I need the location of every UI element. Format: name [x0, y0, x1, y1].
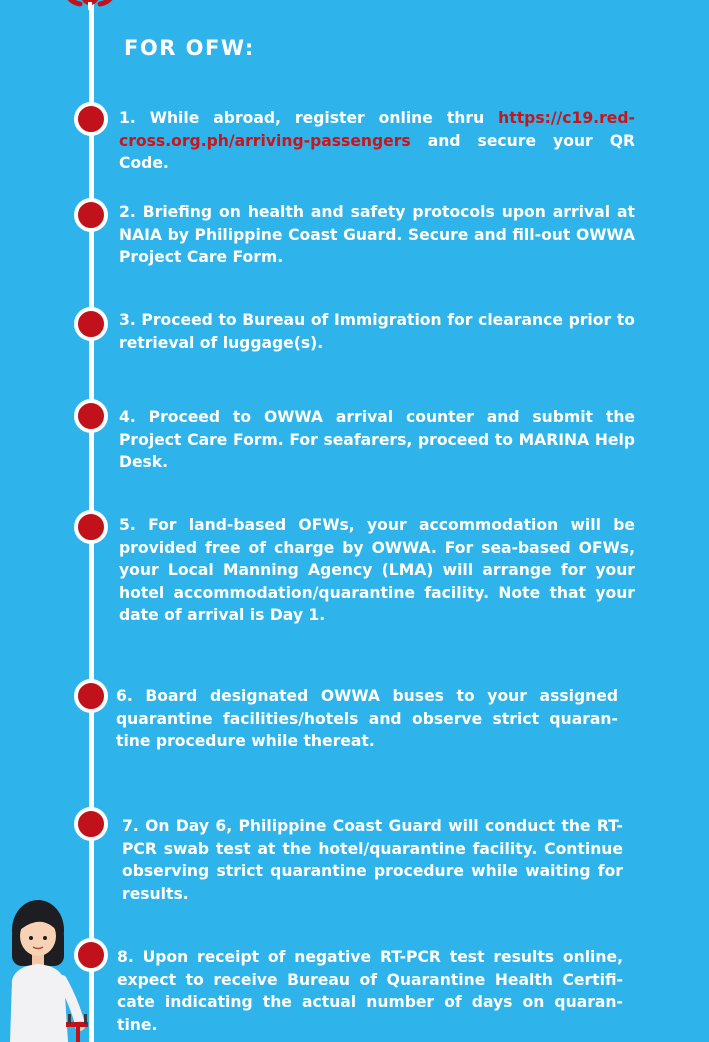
timeline-marker-icon — [74, 102, 108, 136]
timeline-marker-icon — [74, 510, 108, 544]
step-4: 4. Proceed to OWWA arrival counter and submit the Project Care Form. For seafarers, proceed to MARINA Help Desk. — [119, 408, 635, 472]
step-1-text: 1. While abroad, register online thru — [119, 109, 499, 127]
step-7: 7. On Day 6, Philippine Coast Guard will conduct the RT-PCR swab test at the hotel/quarantine facility. Continue observing strict quarantine procedure while waiting for results. — [122, 817, 623, 903]
timeline-marker-icon — [74, 198, 108, 232]
traveler-illustration — [0, 896, 110, 1042]
registration-link[interactable]: https://c19.red-cross.org.ph/arriving-passengers — [119, 109, 635, 150]
timeline-marker-icon — [74, 807, 108, 841]
timeline-marker-icon — [74, 679, 108, 713]
page-heading: FOR OFW: — [124, 36, 255, 60]
step-2: 2. Briefing on health and safety protocols upon arrival at NAIA by Philippine Coast Guard. Secure and fill-out OWWA Project Care Form. — [119, 203, 635, 267]
step-8: 8. Upon receipt of negative RT-PCR test results online, expect to receive Bureau of Quarantine Health Certifi-cate indicating the actual number of days on quaran-tine. — [117, 948, 623, 1034]
timeline-marker-icon — [74, 307, 108, 341]
timeline-marker-icon — [74, 399, 108, 433]
step-1-text-end: and secure your QR Code. — [119, 131, 635, 173]
step-3: 3. Proceed to Bureau of Immigration for clearance prior to retrieval of luggage(s). — [119, 311, 635, 352]
step-1 — [119, 107, 635, 175]
step-6: 6. Board designated OWWA buses to your assigned quarantine facilities/hotels and observe strict quaran-tine procedure while thereat. — [116, 687, 618, 751]
pin-ornament-icon — [58, 0, 122, 10]
step-5: 5. For land-based OFWs, your accommodation will be provided free of charge by OWWA. For sea-based OFWs, your Local Manning Agency (LMA) will arrange for your hotel accommodation/quarantine facility. Note that your date of arrival is Day 1. — [119, 516, 635, 625]
